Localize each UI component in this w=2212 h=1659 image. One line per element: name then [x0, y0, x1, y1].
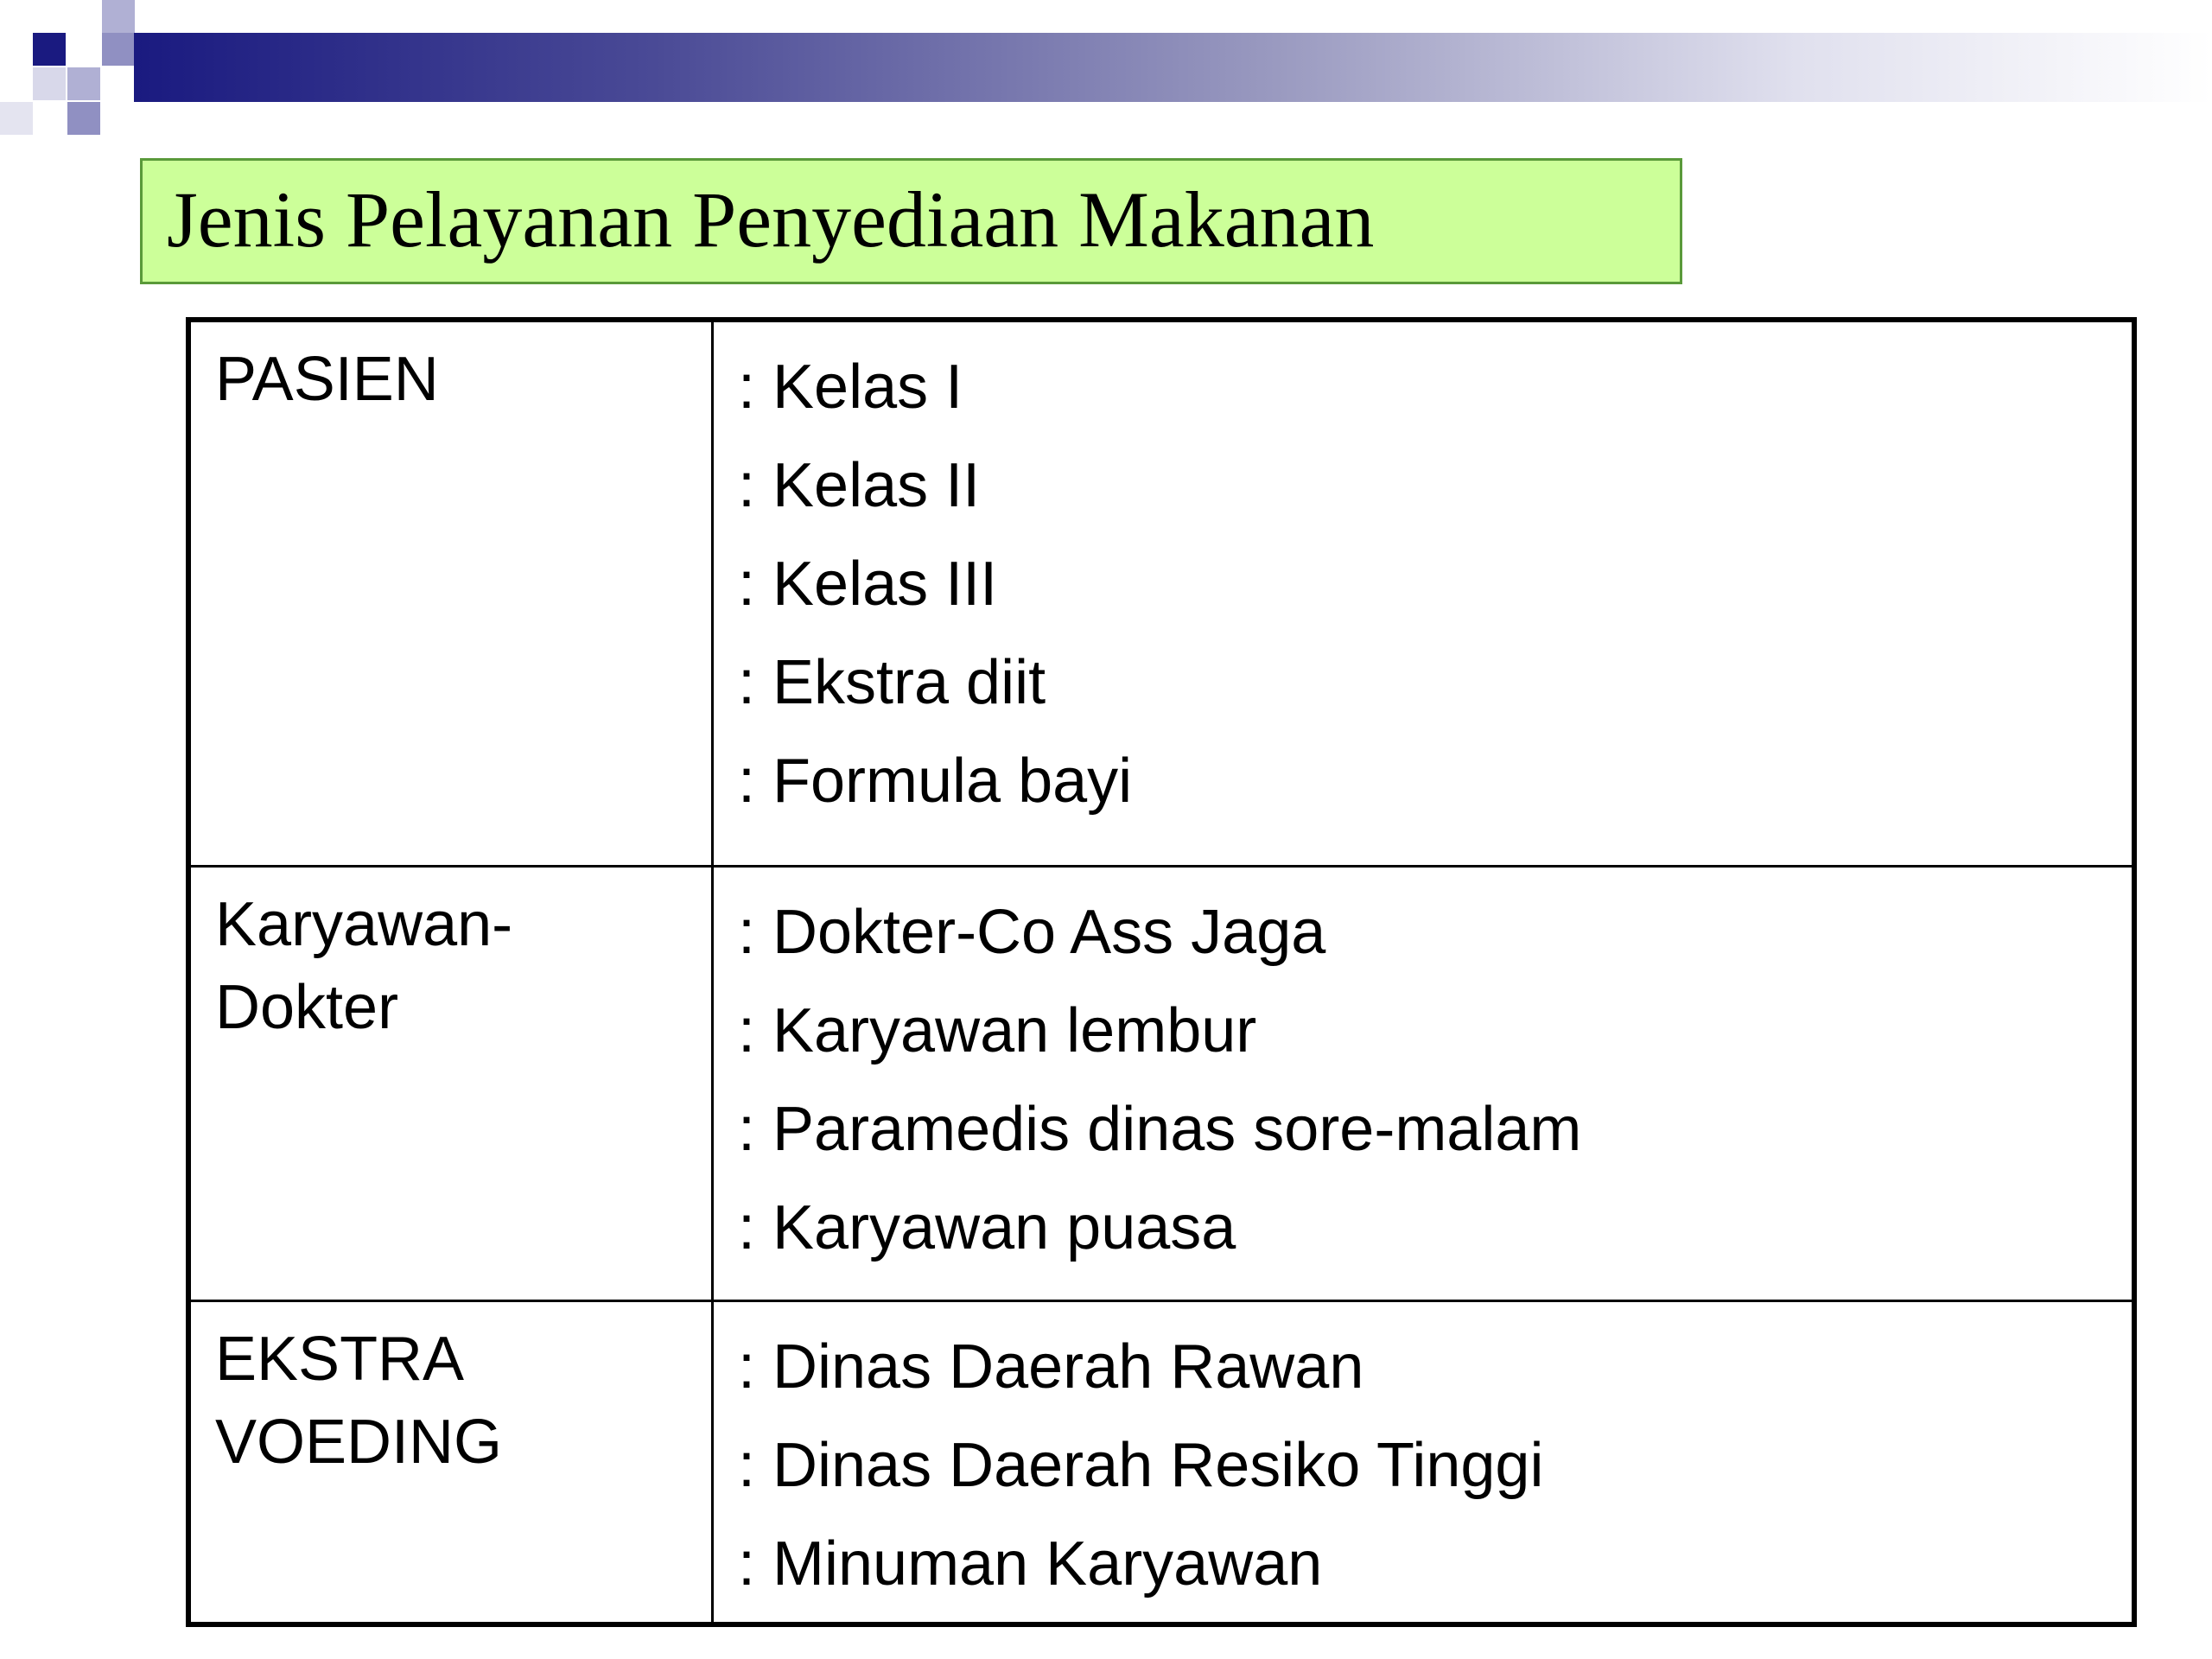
- items-cell: [713, 867, 2135, 1301]
- list-item: : Kelas II: [738, 451, 981, 520]
- decor-square: [0, 102, 33, 135]
- table-row: [188, 320, 2134, 867]
- list-item: : Formula bayi: [738, 747, 1133, 816]
- list-item: : Kelas III: [738, 550, 998, 619]
- item-list: [714, 868, 2132, 1286]
- category-cell: [188, 320, 713, 867]
- title-box: [140, 158, 1682, 284]
- decor-square: [33, 67, 66, 100]
- decor-square: [102, 33, 135, 66]
- items-cell: [713, 320, 2135, 867]
- header-gradient-band: [134, 33, 2212, 102]
- item-list: [714, 322, 2132, 839]
- list-item: : Karyawan puasa: [738, 1193, 1236, 1262]
- decor-square: [67, 102, 100, 135]
- list-item: : Ekstra diit: [738, 648, 1046, 717]
- category-label: Karyawan- Dokter: [215, 890, 513, 1042]
- table-row: [188, 1301, 2134, 1625]
- list-item: : Kelas I: [738, 353, 963, 422]
- list-item: : Dokter-Co Ass Jaga: [738, 898, 1326, 967]
- list-item: : Karyawan lembur: [738, 996, 1257, 1065]
- item-list: [714, 1302, 2132, 1622]
- list-item: : Minuman Karyawan: [738, 1529, 1323, 1599]
- decor-square: [0, 0, 33, 33]
- category-label: PASIEN: [215, 345, 439, 414]
- slide-title: Jenis Pelayanan Penyediaan Makanan: [167, 175, 1375, 264]
- category-label: EKSTRA VOEDING: [215, 1325, 503, 1477]
- category-cell: [188, 867, 713, 1301]
- items-cell: [713, 1301, 2135, 1625]
- table-row: [188, 867, 2134, 1301]
- list-item: : Dinas Daerah Resiko Tinggi: [738, 1431, 1544, 1500]
- list-item: : Dinas Daerah Rawan: [738, 1332, 1364, 1402]
- services-table: [186, 317, 2137, 1627]
- decor-square: [102, 0, 135, 33]
- category-cell: [188, 1301, 713, 1625]
- decor-square: [33, 33, 66, 66]
- decor-square: [67, 67, 100, 100]
- list-item: : Paramedis dinas sore-malam: [738, 1095, 1582, 1164]
